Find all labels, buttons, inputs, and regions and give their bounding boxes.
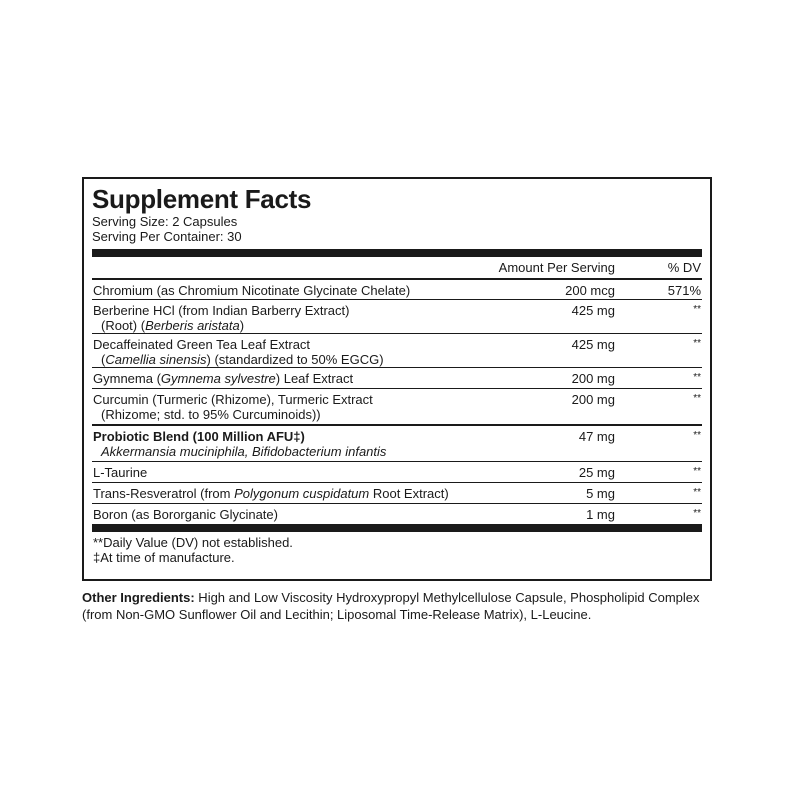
subtext-italic: Akkermansia muciniphila, Bifidobacterium infantis (101, 444, 387, 459)
name-italic: Gymnema sylvestre (160, 371, 276, 386)
other-ingredients-text: High and Low Viscosity Hydroxypropyl Methylcellulose Capsule, Phospholipid Complex (from Non-GMO Sunflower Oil and Lecithin; Liposomal Time-Release Matrix), L-Leucine. (82, 590, 700, 622)
name-plain: Gymnema ( (93, 371, 161, 386)
nutrient-amount: 25 mg (578, 465, 615, 480)
nutrient-row-curcumin (92, 389, 702, 426)
subtext-plain: ) (standardized to 50% EGCG) (206, 352, 384, 367)
nutrient-name: Probiotic Blend (100 Million AFU‡) (93, 429, 305, 444)
nutrient-subtext (92, 444, 702, 459)
name-plain: Trans-Resveratrol (from (93, 486, 235, 501)
nutrient-amount: 425 mg (571, 303, 615, 318)
footnote-dv: **Daily Value (DV) not established. (93, 535, 293, 550)
nutrient-row-gymnema (92, 368, 702, 389)
nutrient-row-green-tea (92, 334, 702, 368)
nutrient-name: Curcumin (Turmeric (Rhizome), Turmeric Extract (93, 392, 373, 407)
subtext-plain: (Root) ( (101, 318, 146, 333)
nutrient-row-berberine (92, 300, 702, 334)
serving-size: Serving Size: 2 Capsules (92, 214, 238, 229)
nutrient-dv: ** (693, 393, 701, 404)
nutrient-subtext (92, 352, 702, 367)
nutrient-amount: 1 mg (586, 507, 615, 522)
nutrient-dv: ** (693, 487, 701, 498)
subtext-plain: ( (101, 352, 106, 367)
nutrient-name: Boron (as Bororganic Glycinate) (93, 507, 278, 522)
nutrient-amount: 200 mg (571, 392, 615, 407)
nutrient-dv: ** (693, 508, 701, 519)
nutrient-name: Berberine HCl (from Indian Barberry Extract) (93, 303, 350, 318)
nutrient-row-resveratrol (92, 483, 702, 504)
nutrient-dv: ** (693, 338, 701, 349)
column-header (92, 257, 702, 278)
nutrient-dv: 571% (667, 283, 701, 298)
nutrient-row-chromium (92, 280, 702, 300)
name-plain: ) Leaf Extract (275, 371, 354, 386)
nutrient-row-boron (92, 504, 702, 524)
name-plain: Root Extract) (369, 486, 449, 501)
footnote-afu: ‡At time of manufacture. (93, 550, 235, 565)
thick-divider (92, 524, 702, 532)
subtext-italic: Camellia sinensis (105, 352, 207, 367)
amount-header: Amount Per Serving (498, 260, 615, 275)
nutrient-dv: ** (693, 430, 701, 441)
supplement-facts-panel (82, 177, 712, 581)
nutrient-dv: ** (693, 304, 701, 315)
other-ingredients (82, 589, 732, 623)
subtext-italic: Berberis aristata (145, 318, 240, 333)
nutrient-subtext: (Rhizome; std. to 95% Curcuminoids)) (101, 407, 321, 422)
thick-divider (92, 249, 702, 257)
nutrient-dv: ** (693, 372, 701, 383)
name-italic: Polygonum cuspidatum (234, 486, 370, 501)
nutrient-amount: 200 mcg (565, 283, 615, 298)
nutrient-subtext (92, 318, 702, 333)
nutrient-dv: ** (693, 466, 701, 477)
nutrient-row-probiotic (92, 426, 702, 462)
nutrient-amount: 425 mg (571, 337, 615, 352)
other-ingredients-label: Other Ingredients: (82, 590, 195, 605)
nutrient-amount: 200 mg (571, 371, 615, 386)
nutrient-name: Decaffeinated Green Tea Leaf Extract (93, 337, 311, 352)
nutrient-amount: 5 mg (586, 486, 615, 501)
nutrient-row-taurine (92, 462, 702, 483)
dv-header: % DV (667, 260, 701, 275)
nutrient-amount: 47 mg (578, 429, 615, 444)
nutrient-name: L-Taurine (93, 465, 148, 480)
subtext-plain: ) (239, 318, 245, 333)
servings-per-container: Serving Per Container: 30 (92, 229, 242, 244)
panel-title: Supplement Facts (92, 184, 312, 214)
nutrient-name: Chromium (as Chromium Nicotinate Glycinate Chelate) (93, 283, 411, 298)
